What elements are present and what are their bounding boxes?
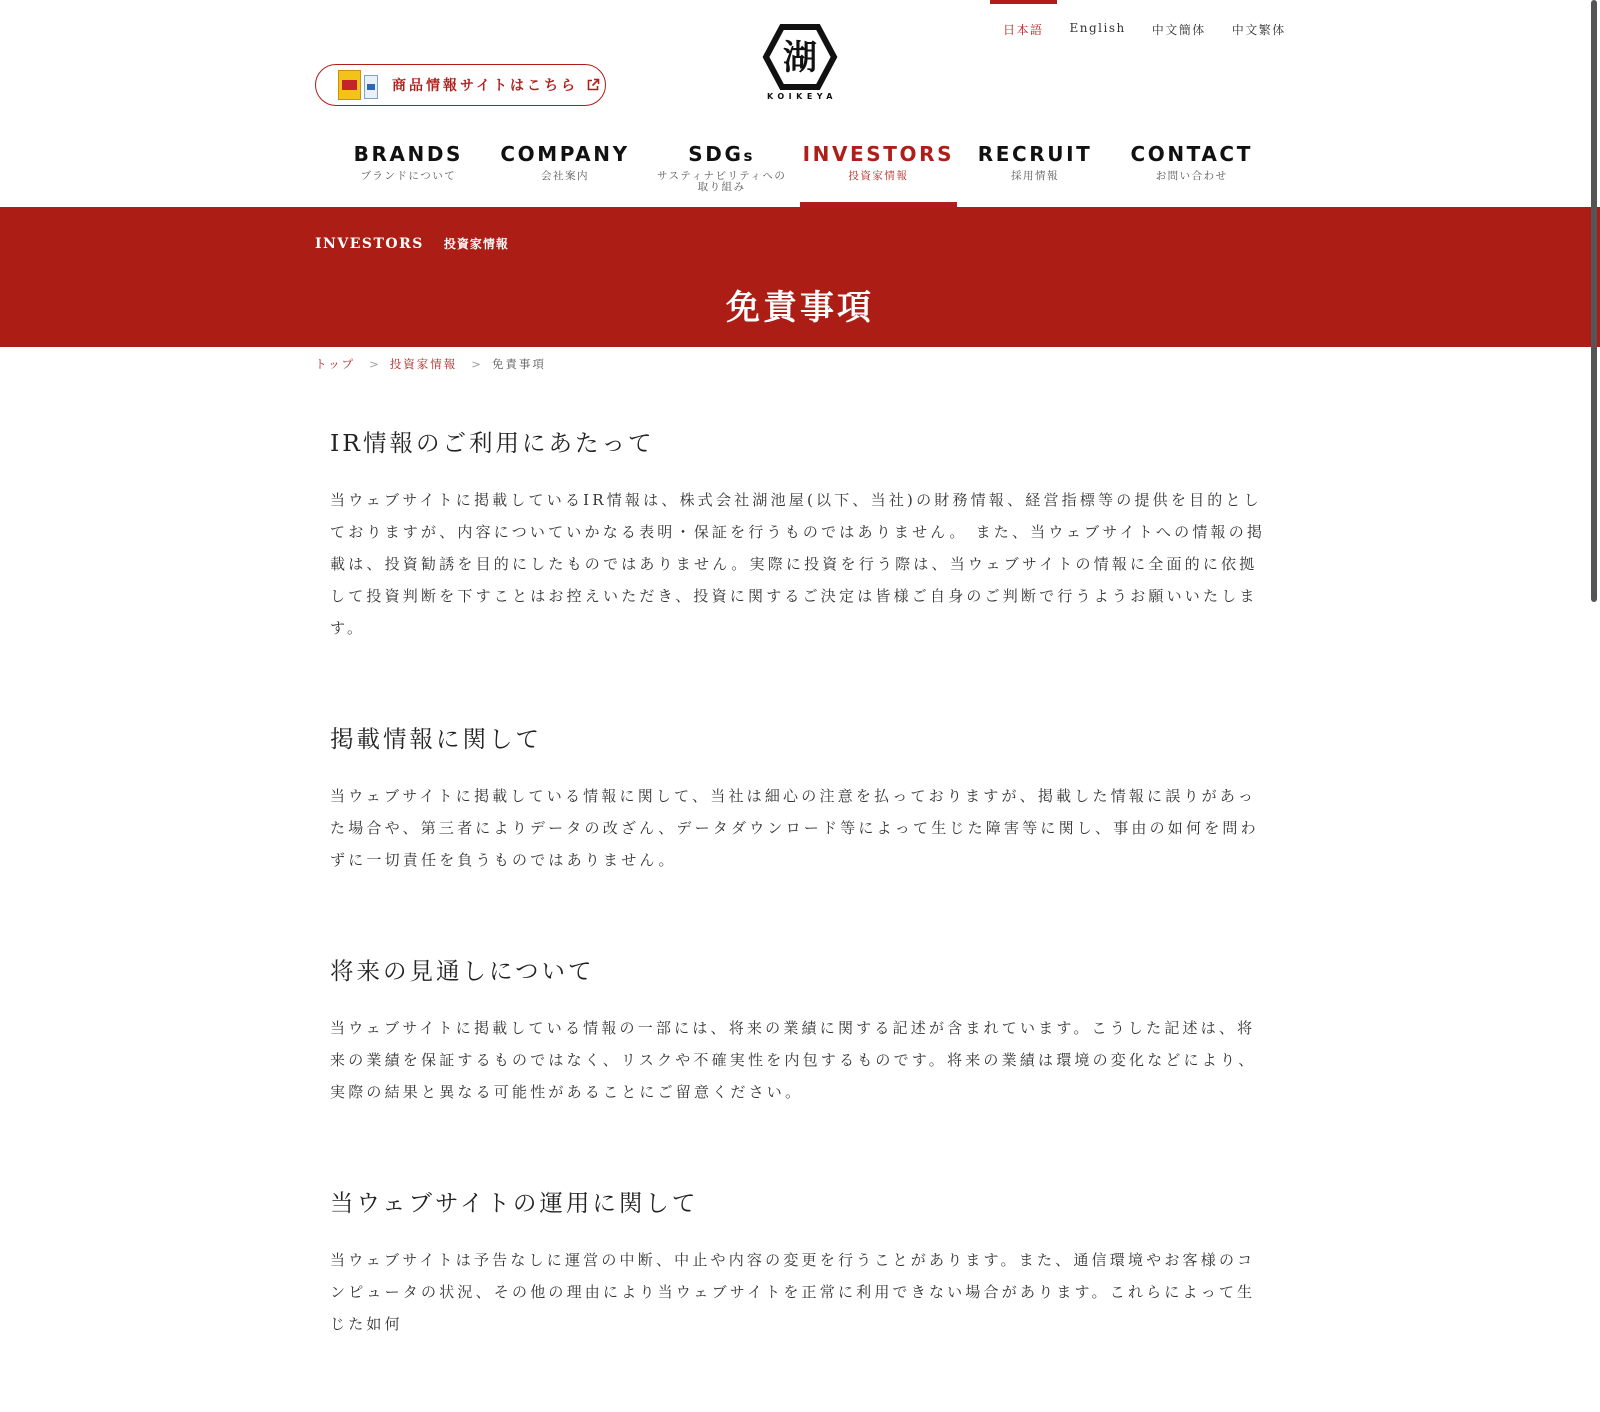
logo-kanji: 湖 bbox=[783, 38, 817, 78]
lang-english[interactable]: English bbox=[1069, 21, 1126, 35]
section-title: 当ウェブサイトの運用に関して bbox=[330, 1189, 699, 1217]
site-header bbox=[0, 0, 1600, 207]
nav-investors[interactable] bbox=[800, 126, 957, 207]
section-body: 当ウェブサイトに掲載しているIR情報は、株式会社湖池屋(以下、当社)の財務情報、経営指標等の提供を目的としておりますが、内容についていかなる表明・保証を行うものではありません。 また、当ウェブサイトへの情報の掲載は、投資勧誘を目的にしたものではありません。実際に投資を行う際は、当ウェブサイトの情報に全面的に依拠して投資判断を下すことはお控えいただき、投資に関するご決定は皆様ご自身のご判断で行うようお願いいたします。 bbox=[330, 491, 1266, 637]
nav-brands-label: BRANDS bbox=[353, 142, 464, 166]
hero-category-en: INVESTORS bbox=[315, 236, 424, 252]
nav-contact-sublabel: お問い合わせ bbox=[1155, 170, 1228, 182]
nav-brands-sublabel: ブランドについて bbox=[360, 170, 457, 182]
section-published-info bbox=[330, 716, 1272, 876]
lang-chinese-simplified[interactable]: 中文簡体 bbox=[1151, 23, 1206, 37]
language-switcher bbox=[990, 0, 1299, 40]
section-body: 当ウェブサイトは予告なしに運営の中断、中止や内容の変更を行うことがあります。また、通信環境やお客様のコンピュータの状況、その他の理由により当ウェブサイトを正常に利用できない場合があります。これらによって生じた如何 bbox=[330, 1251, 1256, 1333]
breadcrumb-current: 免責事項 bbox=[491, 357, 546, 371]
lang-chinese-traditional[interactable]: 中文繁体 bbox=[1231, 23, 1286, 37]
logo-mark bbox=[764, 24, 836, 90]
nav-company-sublabel: 会社案内 bbox=[541, 170, 589, 182]
nav-investors-label: INVESTORS bbox=[802, 142, 955, 166]
section-body: 当ウェブサイトに掲載している情報に関して、当社は細心の注意を払っておりますが、掲載した情報に誤りがあった場合や、第三者によりデータの改ざん、データダウンロード等によって生じた障害等に関し、事由の如何を問わずに一切責任を負うものではありません。 bbox=[330, 787, 1259, 869]
scrollbar-thumb[interactable] bbox=[1591, 0, 1597, 602]
main-content bbox=[330, 420, 1272, 1412]
product-site-button[interactable] bbox=[315, 64, 606, 106]
hero-category bbox=[315, 235, 509, 252]
nav-recruit-sublabel: 採用情報 bbox=[1011, 170, 1060, 182]
breadcrumb-top[interactable]: トップ bbox=[315, 357, 356, 371]
section-body: 当ウェブサイトに掲載している情報の一部には、将来の業績に関する記述が含まれています。こうした記述は、将来の業績を保証するものではなく、リスクや不確実性を内包するものです。将来の業績は環境の変化などにより、実際の結果と異なる可能性があることにご留意ください。 bbox=[330, 1019, 1257, 1101]
page-title: 免責事項 bbox=[726, 287, 874, 328]
koikeya-logo[interactable] bbox=[758, 24, 842, 104]
section-title: 掲載情報に関して bbox=[330, 725, 542, 753]
product-site-label: 商品情報サイトはこちら bbox=[392, 78, 579, 94]
product-package-image bbox=[338, 70, 361, 100]
nav-sdgs-label: SDGs bbox=[688, 142, 756, 166]
section-title: IR情報のご利用にあたって bbox=[330, 429, 655, 457]
breadcrumb-separator: > bbox=[471, 357, 483, 371]
nav-recruit-label: RECRUIT bbox=[977, 142, 1093, 166]
nav-company[interactable] bbox=[487, 126, 644, 207]
nav-sdgs[interactable] bbox=[643, 126, 800, 207]
hero-category-jp: 投資家情報 bbox=[443, 237, 509, 251]
nav-recruit[interactable] bbox=[957, 126, 1114, 207]
nav-sdgs-sublabel: サスティナビリティへの取り組み bbox=[656, 170, 787, 193]
product-package-image bbox=[364, 75, 378, 99]
section-title: 将来の見通しについて bbox=[330, 957, 595, 985]
logo-text: KOIKEYA bbox=[767, 92, 837, 101]
page-hero bbox=[0, 207, 1600, 347]
breadcrumb-investors[interactable]: 投資家情報 bbox=[389, 357, 458, 371]
nav-contact-label: CONTACT bbox=[1130, 142, 1253, 166]
product-thumbnail bbox=[338, 70, 378, 100]
nav-contact[interactable] bbox=[1113, 126, 1270, 207]
external-link-icon bbox=[586, 78, 600, 92]
nav-brands[interactable] bbox=[330, 126, 487, 207]
nav-company-label: COMPANY bbox=[500, 142, 630, 166]
breadcrumb-separator: > bbox=[369, 357, 381, 371]
nav-investors-sublabel: 投資家情報 bbox=[848, 170, 909, 182]
section-ir-usage bbox=[330, 420, 1272, 644]
lang-japanese[interactable]: 日本語 bbox=[990, 0, 1057, 40]
section-site-operation bbox=[330, 1180, 1272, 1340]
global-navigation bbox=[330, 126, 1270, 207]
section-forward-looking bbox=[330, 948, 1272, 1108]
breadcrumb bbox=[315, 356, 546, 372]
page-scrollbar[interactable] bbox=[1588, 0, 1600, 1200]
